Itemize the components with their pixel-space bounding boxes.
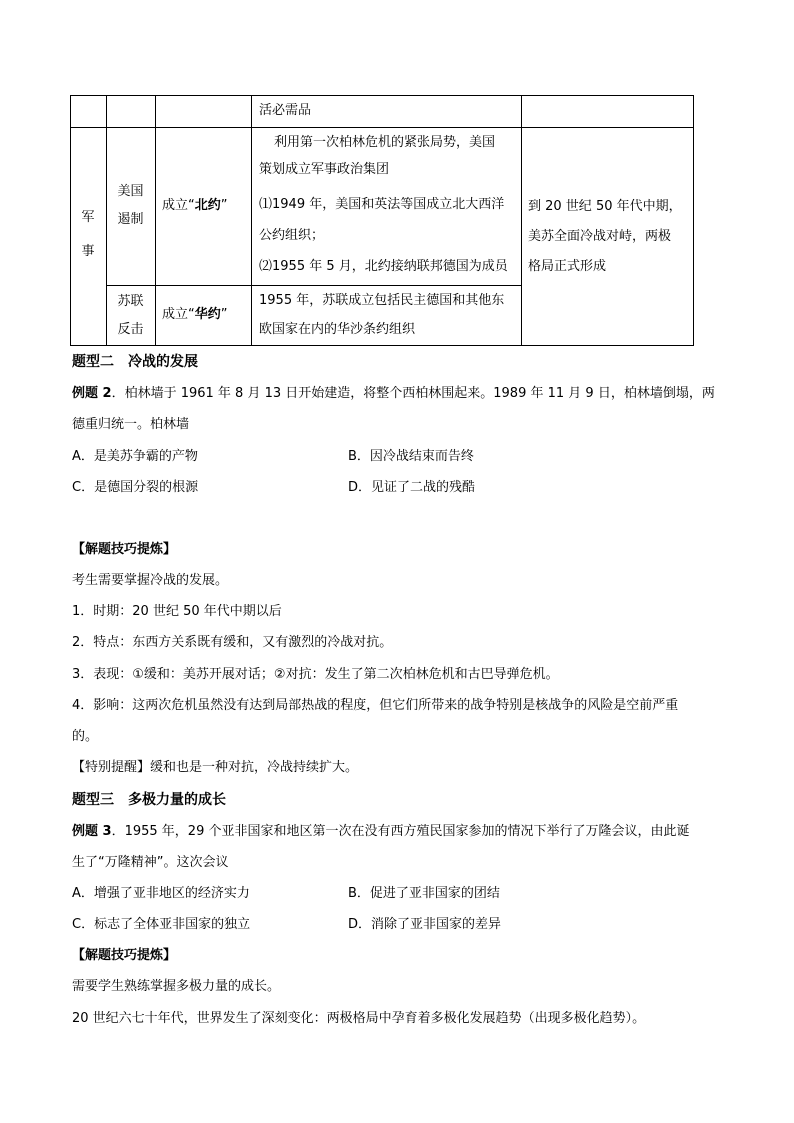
table-result-line1: 到 20 世纪 50 年代中期， [528,199,682,214]
tip-point-3: 3．表现：①缓和：美苏开展对话；②对抗：发生了第二次柏林危机和古巴导弹危机。 [72,667,559,682]
table-desc-warsaw-line2: 欧国家在内的华沙条约组织 [259,322,416,337]
table-desc-nato-line3: ⑴1949 年，美国和英法等国成立北大西洋 [259,197,505,212]
tip-point-4: 4．影响：这两次危机虽然没有达到局部热战的程度，但它们所带来的战争特别是核战争的风险是空前严重 [72,698,679,713]
example-2-option-b: B．因冷战结束而告终 [348,449,474,464]
table-result-line2: 美苏全面冷战对峙，两极 [528,229,672,244]
example-2-option-a: A．是美苏争霸的产物 [72,449,198,464]
tip-intro-2: 考生需要掌握冷战的发展。 [72,573,229,588]
tip-intro-3: 需要学生熟练掌握多极力量的成长。 [72,979,281,994]
example-2-option-c: C．是德国分裂的根源 [72,480,199,495]
table-desc-nato-line1: 利用第一次柏林危机的紧张局势，美国 [274,135,496,150]
table-sub-ussr-line1: 苏联 [117,294,144,309]
tip-heading-3: 【解题技巧提炼】 [72,948,177,963]
table-category-line1: 军 [81,210,95,225]
table-cell-carryover: 活必需品 [259,103,312,118]
table-sub-us-line1: 美国 [117,184,144,199]
example-3-question-line2: 生了“万隆精神”。这次会议 [72,855,229,870]
table-desc-nato-line4: 公约组织； [259,228,325,243]
example-2-question-line1: 例题 2．柏林墙于 1961 年 8 月 13 日开始建造，将整个西柏林围起来。1989 年 11 月 9 日，柏林墙倒塌，两 [72,386,715,401]
tip-heading-2: 【解题技巧提炼】 [72,542,177,557]
example-3-option-a: A．增强了亚非地区的经济实力 [72,886,250,901]
table-sub-ussr-line2: 反击 [117,322,144,337]
tip-point-4-cont: 的。 [72,729,99,744]
table-category-line2: 事 [81,244,95,259]
example-2-option-d: D．见证了二战的残酷 [348,480,476,495]
section-heading-multipolar: 题型三 多极力量的成长 [72,792,226,808]
section-heading-cold-war-development: 题型二 冷战的发展 [72,354,198,370]
example-3-question-line1: 例题 3．1955 年，29 个亚非国家和地区第一次在没有西方殖民国家参加的情况下举行了万隆会议，由此诞 [72,824,690,839]
multipolar-summary: 20 世纪六七十年代，世界发生了深刻变化：两极格局中孕育着多极化发展趋势（出现多极化趋势）。 [72,1011,646,1026]
table-desc-nato-line5: ⑵1955 年 5 月，北约接纳联邦德国为成员 [259,259,508,274]
table-action-nato: 成立“北约” [162,198,228,213]
example-3-option-c: C．标志了全体亚非国家的独立 [72,917,251,932]
example-3-option-b: B．促进了亚非国家的团结 [348,886,500,901]
tip-point-1: 1．时期：20 世纪 50 年代中期以后 [72,604,282,619]
example-3-option-d: D．消除了亚非国家的差异 [348,917,502,932]
table-result-line3: 格局正式形成 [528,259,607,274]
example-2-question-line2: 德重归统一。柏林墙 [72,417,190,432]
table-action-warsaw: 成立“华约” [162,307,228,322]
table-sub-us-line2: 遏制 [117,212,144,227]
table-desc-warsaw-line1: 1955 年，苏联成立包括民主德国和其他东 [259,293,505,308]
special-reminder: 【特别提醒】缓和也是一种对抗，冷战持续扩大。 [72,760,359,775]
table-desc-nato-line2: 策划成立军事政治集团 [259,162,390,177]
tip-point-2: 2．特点：东西方关系既有缓和，又有激烈的冷战对抗。 [72,635,393,650]
